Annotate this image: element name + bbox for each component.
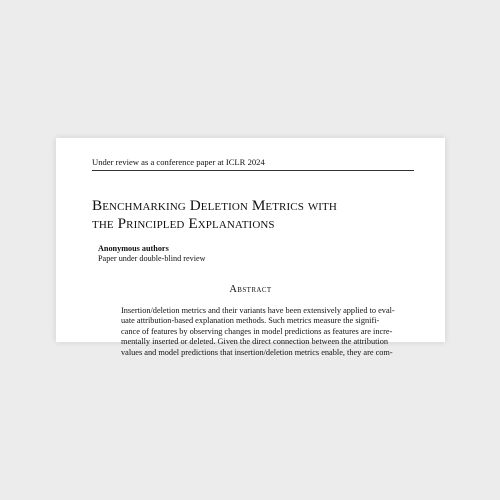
running-header: Under review as a conference paper at ICLR 2024 <box>92 157 414 171</box>
abstract-body <box>121 306 395 358</box>
author-block <box>98 244 206 264</box>
abstract-line: cance of features by observing changes in model predictions as features are incre- <box>121 326 393 336</box>
review-note: Paper under double-blind review <box>98 254 206 263</box>
abstract-line: uate attribution-based explanation methods. Such metrics measure the signifi- <box>121 316 380 326</box>
abstract-line: Insertion/deletion metrics and their variants have been extensively applied to eval- <box>121 306 395 315</box>
paper-page <box>56 138 445 357</box>
title-line: the Principled Explanations <box>92 215 275 232</box>
abstract-line: values and model predictions that insertion/deletion metrics enable, they are com- <box>121 347 393 357</box>
title-line: Benchmarking Deletion Metrics with <box>92 197 337 214</box>
paper-title <box>92 197 412 233</box>
abstract-heading: Abstract <box>229 284 272 295</box>
abstract-line: mentally inserted or deleted. Given the direct connection between the attribution <box>121 337 389 347</box>
author-name: Anonymous authors <box>98 244 169 253</box>
